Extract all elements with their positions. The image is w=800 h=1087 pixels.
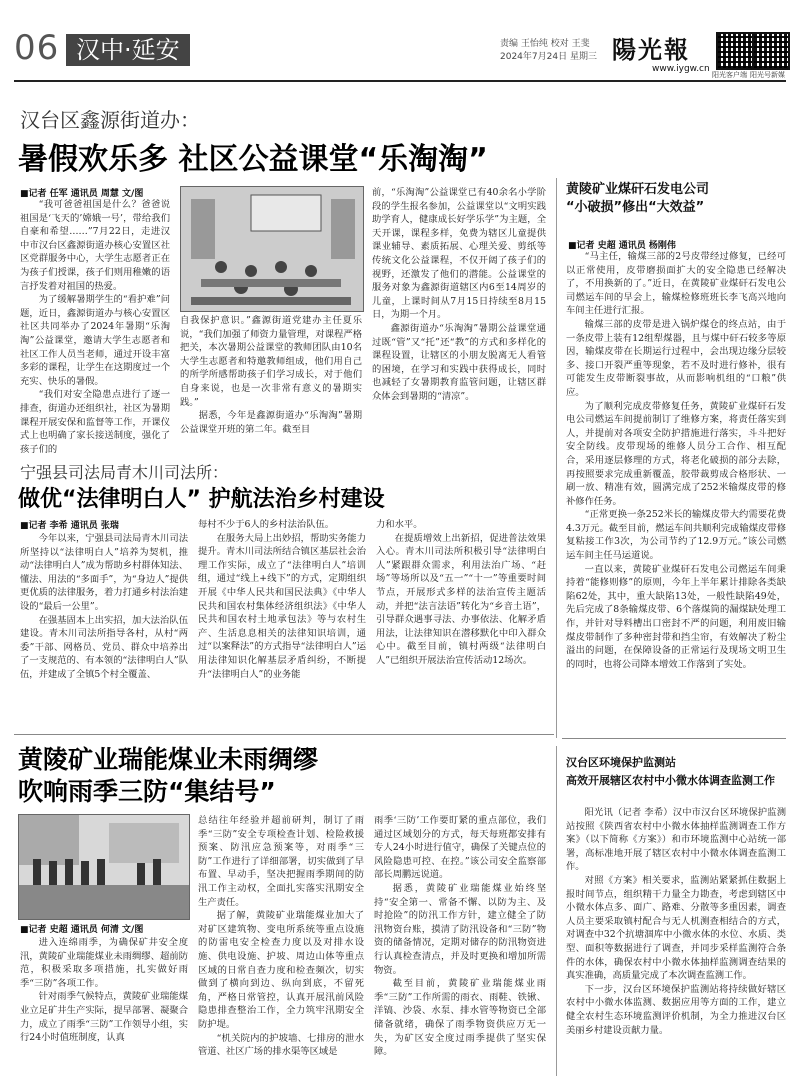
article3-col3 (374, 814, 546, 1076)
paragraph: 每村不少于6人的乡村法治队伍。 (198, 519, 335, 530)
section-divider (14, 734, 554, 735)
paragraph: 针对雨季气候特点，黄陵矿业瑞能煤业立足矿井生产实际，提早部署、凝聚合力，成立了雨季“三防”工作领导小组，实行24小时值班制度，认真 (20, 991, 188, 1044)
masthead-rule (14, 80, 786, 82)
sidebar2-title-line1: 汉台区环境保护监测站 (566, 756, 676, 769)
newspaper-logo: 陽光報 (612, 35, 690, 64)
paragraph: 鑫源街道办“乐淘淘”暑期公益课堂通过既“管”又“托”还“教”的方式和多样化的课程设置，让辖区的小朋友脱离无人看管的困境，在学习和实践中获得成长，同时也减轻了女暑期教育监管问题，让辖区群众体会到暑期的“清凉”。 (372, 322, 546, 402)
paragraph: “马主任，输煤三部的2号皮带经过修复，已经可以正常使用，皮带磨损面扩大的安全隐患已经解决了，不用换新的了。”近日，在黄陵矿业煤矸石发电公司燃运车间的早会上，输煤检修班班长李飞高兴地向车间主任进行汇报。 (566, 251, 786, 317)
qr-label-media: 阳光号新媒 (750, 71, 785, 79)
article1-headline: 暑假欢乐多 社区公益课堂“乐淘淘” (18, 142, 488, 177)
article2-headline: 做优“法律明白人” 护航法治乡村建设 (18, 487, 385, 512)
masthead (0, 0, 800, 78)
paragraph: 一直以来，黄陵矿业煤矸石发电公司燃运车间秉持着“能修则修”的原则，今年上半年累计排除各类缺陷62处，其中，重大缺陷13处，一般性缺陷49处，先后完成了8条输煤皮带、6个落煤筒的漏煤缺处理工作，并针对导料槽出口密封不严的问题，利用废旧输煤皮带制作了多种密封带和挡尘帘，有效解决了粉尘溢出的问题，在保障设备的正常运行及现场文明卫生的同时，也将公司降本增效工作落到了实处。 (566, 563, 786, 670)
editors: 责编 王怡纯 校对 王斐 (500, 39, 590, 49)
column-divider (556, 178, 557, 738)
sidebar1-byline: ■记者 史超 通讯员 杨刚伟 (568, 241, 676, 251)
paragraph: 截至目前，黄陵矿业瑞能煤业雨季“三防”工作所需的雨衣、雨鞋、铁锹、洋镐、沙袋、水泵、排水管等物资已全部储备就绪，确保了雨季物资供应万无一失，为矿区安全度过雨季提供了坚实保障。 (374, 978, 546, 1058)
paragraph: 据悉，今年是鑫源街道办“乐淘淘”暑期公益课堂开班的第二年。截至目 (180, 410, 362, 435)
article2-kicker: 宁强县司法局青木川司法所： (20, 463, 229, 482)
paragraph: 总结往年经验并超前研判，制订了雨季“三防”安全专项检查计划、检险救援预案、防汛应急预案等，对雨季“三防”工作进行了详细部署，切实做到了早布置、早动手，坚决把握雨季期间的防汛工作主动权，全面扎实落实汛期安全生产责任。 (198, 815, 364, 908)
article3-headline-line2: 吹响雨季三防“集结号” (18, 777, 276, 806)
paragraph: 据了解，黄陵矿业瑞能煤业加大了对矿区建筑物、变电所系统等重点设施的防雷电安全检查力度以及对排水设施、供电设施、护坡、周边山体等重点区域的日常自查力度和检查频次，切实做到了横向到边、纵向到底，不留死角，严格日常管控，认真开展汛前风险隐患排查整治工作，全力筑牢汛期安全防护堤。 (198, 910, 364, 1030)
article3-byline: ■记者 史超 通讯员 何清 文/图 (20, 925, 144, 935)
flood-drill-photo (18, 814, 190, 920)
qr-label-app: 阳光客户端 (712, 71, 747, 79)
paragraph: 前，“乐淘淘”公益课堂已有40余名小学阶段的学生报名参加，公益课堂以“文明实践助学育人，健康成长好学乐学”为主题，全天开课，课程多样，免费为辖区儿童提供课业辅导、素质拓展、心理关爱、剪纸等传统文化公益课程，不仅开阔了孩子们的视野，还激发了他们的潜能。公益课堂的服务对象为鑫源街道辖区内6至14周岁的儿童，上课时间从7月15日持续至8月15日，为期一个月。 (372, 187, 546, 321)
paragraph: “正常更换一条252米长的输煤皮带大约需要花费4.3万元。截至目前，燃运车间共顺利完成输煤皮带修复粘接工作3次，为公司节约了12.9万元。”该公司燃运车间主任马运道说。 (566, 509, 786, 562)
paragraph: 今年以来，宁强县司法局青木川司法所坚持以“法律明白人”培养为契机，推动“法律明白人”成为帮助乡村群体知法、懂法、用法的“多面手”，为“身边人”提供更优质的法律服务，着力打通乡村法治建设的“最后一公里”。 (20, 533, 188, 612)
classroom-photo (180, 186, 364, 312)
paragraph: 力和水平。 (376, 519, 423, 530)
article3-col1 (20, 936, 188, 1076)
qr-code-media[interactable] (752, 32, 790, 70)
paragraph: “我可爸爸祖国是什么？爸爸说祖国是‘飞天的’嫦娥一号’，带给我们自豪和希望……”7月22日，走进汉中市汉台区鑫源街道办核心安置区社区党群服务中心，大学生志愿者正在为孩子们授课，孩子们则用稚嫩的语言抒发着对祖国的热爱。 (20, 199, 170, 292)
site-url[interactable]: www.iygw.cn (652, 64, 710, 74)
sidebar2-body (566, 806, 786, 1076)
paragraph: “我们对安全隐患点进行了逐一排查，街道办还组织社，社区为暑期课程开展安保和监督等工作，开课仪式上也明确了家长接送制度，强化了孩子们的 (20, 389, 170, 455)
qr-code-app[interactable] (716, 32, 754, 70)
sidebar2-title-line2: 高效开展辖区农村中小微水体调查监测工作 (566, 774, 775, 787)
article2-col1 (20, 532, 188, 728)
article1-col2 (180, 314, 362, 448)
sidebar1-body (566, 250, 786, 726)
section-label: 汉中·延安 (66, 34, 190, 66)
paragraph: 阳光讯（记者 李希）汉中市汉台区环境保护监测站按照《陕西省农村中小微水体抽样监测调查工作方案》（以下简称《方案》）和市环境监测中心站统一部署，高标准地开展了辖区农村中小微水体调查监测工作。 (566, 807, 786, 873)
sidebar1-title-line1: 黄陵矿业煤矸石发电公司 (566, 182, 710, 197)
paragraph: 在强基固本上出实招，加大法治队伍建设。青木川司法所指导各村，从村“两委”干部、网格员、党员、群众中培养出了一支规范的、有本领的“法律明白人”队伍，并建成了全镇5个村全覆盖、 (20, 614, 188, 680)
article2-byline: ■记者 李希 通讯员 张瑞 (20, 521, 119, 531)
page-number: 06 (14, 28, 60, 68)
paragraph: 为了缓解暑期学生的“看护难”问题，近日，鑫源街道办与核心安置区社区共同举办了2024年暑期“乐淘淘”公益课堂，邀请大学生志愿者和社区工作人员当老师，通过开设丰富多彩的课程，让学生在这期度过一个充实、快乐的暑假。 (20, 294, 170, 387)
paragraph: 在服务大局上出妙招，帮助实务能力提升。青木川司法所结合镇区基层社会治理工作实际，成立了“法律明白人”培训组，通过“线上+线下”的方式，定期组织开展《中华人民共和国民法典》《中华人民共和国农村集体经济组织法》《中华人民共和国农村土地承包法》等与农村生产、生活息息相关的法律知识培训，通过“以案释法”的方式指导“法律明白人”运用法律知识化解基层矛盾纠纷，不断提升“法律明白人”的业务能 (198, 532, 366, 680)
article1-col1 (20, 198, 170, 455)
flood-drill-photo-illustration (19, 815, 189, 919)
paragraph: 自我保护意识。”鑫源街道党建办主任夏乐说，“我们加强了师资力量管理，对课程严格把关，本次暑期公益课堂的教师团队由10名大学生志愿者和特邀教师组成，他们用自己的所学所感帮助孩子们学习成长，对于他们自身来说，也是一次非常有意义的暑期实践。” (180, 315, 362, 408)
issue-date: 2024年7月24日 星期三 (500, 52, 597, 62)
paragraph: 对照《方案》相关要求，监测站紧紧抓住数据上报时间节点，组织精干力量全力勘查，考虑到辖区中小微水体点多、面广、路难、分散等多重因素，调查人员主要采取镇村配合与无人机测查相结合的方式，对调查中32个抗塘涸库中小微水体的水位、水质、类型、面积等数据进行了调查，并同步采样监测符合条件的水体，确保农村中小微水体抽样监测调查结果的真实准确，高质量完成了本次调查监测工作。 (566, 874, 786, 982)
article3-col2 (198, 814, 364, 1076)
paragraph: 输煤三部的皮带是进入锅炉煤仓的终点站，由于一条皮带上装有12组犁煤器，且与煤中矸石较多等原因，输煤皮带在长期运行过程中，会出现边缘分层较多、接口开裂严重等现象，若不及时进行修补，很有可能发生皮带断裂事故，从而影响机组的“口粮”供应。 (566, 318, 786, 398)
edition-meta (500, 38, 597, 64)
article2-col3 (376, 518, 546, 728)
paragraph: 雨季‘三防’工作要盯紧的重点部位，我们通过区域划分的方式，每天每班都安排有专人24小时进行值守，确保了关键点位的风险隐患可控、在控。”该公司安全监察部部长周鹏远说道。 (374, 815, 546, 881)
article1-kicker: 汉台区鑫源街道办： (20, 108, 200, 132)
article3-headline-line1: 黄陵矿业瑞能煤业未雨绸缪 (18, 745, 319, 774)
article2-col2 (198, 518, 366, 728)
sidebar-divider (562, 738, 786, 739)
paragraph: 为了顺利完成皮带修复任务，黄陵矿业煤矸石发电公司燃运车间提前制订了维修方案，将责任落实到人，并提前对各项安全防护措施进行落实，斗斗把好安全防线。皮带现场的维修人员分工合作、相互配合，采用逐层修理的方式，将老化破损的部分去除，再按照要求完成重新覆盖，胶带裁剪成合格形状、一刷一放、精准有效，圆满完成了252米输煤皮带的修补修作任务。 (566, 400, 786, 507)
article1-byline: ■记者 任军 通讯员 周慧 文/图 (20, 189, 144, 199)
paragraph: 据悉，黄陵矿业瑞能煤业始终坚持“安全第一、常备不懈、以防为主、及时抢险”的防汛工作方针，建立健全了防汛物资台账，摸清了防汛设备和“三防”物资的储备情况，定期对储存的防汛物资进行认真检查清点，并及时更换和增加所需物资。 (374, 882, 546, 976)
article1-col3 (372, 186, 546, 448)
paragraph: 进入连绵雨季，为确保矿井安全度汛，黄陵矿业瑞能煤业未雨绸缪、超前防范，积极采取多项措施，扎实做好雨季“三防”各项工作。 (20, 937, 188, 989)
classroom-photo-illustration (181, 187, 363, 311)
paragraph: “机关院内的护坡墙、七排房的泄水管道、社区广场的排水渠等区域是 (198, 1032, 364, 1058)
sidebar1-title-line2: “小破损”修出“大效益” (566, 200, 705, 215)
paragraph: 下一步，汉台区环境保护监测站将持续做好辖区农村中小微水体监测、数据应用等方面的工作，建立健全农村生态环境监测评价机制，为全力推进汉台区美丽乡村建设贡献力量。 (566, 983, 786, 1036)
paragraph: 在提质增效上出新招，促进普法效果入心。青木川司法所积极引导“法律明白人”紧跟群众需求，利用法治广场、“赶场”等场所以及“五一”“十一”等重要时间节点，开展形式多样的法治宣传主题活动，并把“法言法语”转化为“乡音土语”，引导群众遇事寻法、办事依法、化解矛盾用法，让法律知识在潜移默化中印入群众心中。截至目前，镇村两级“法律明白人”已组织开展法治宣传活动12场次。 (376, 532, 546, 666)
column-divider (556, 746, 557, 1076)
